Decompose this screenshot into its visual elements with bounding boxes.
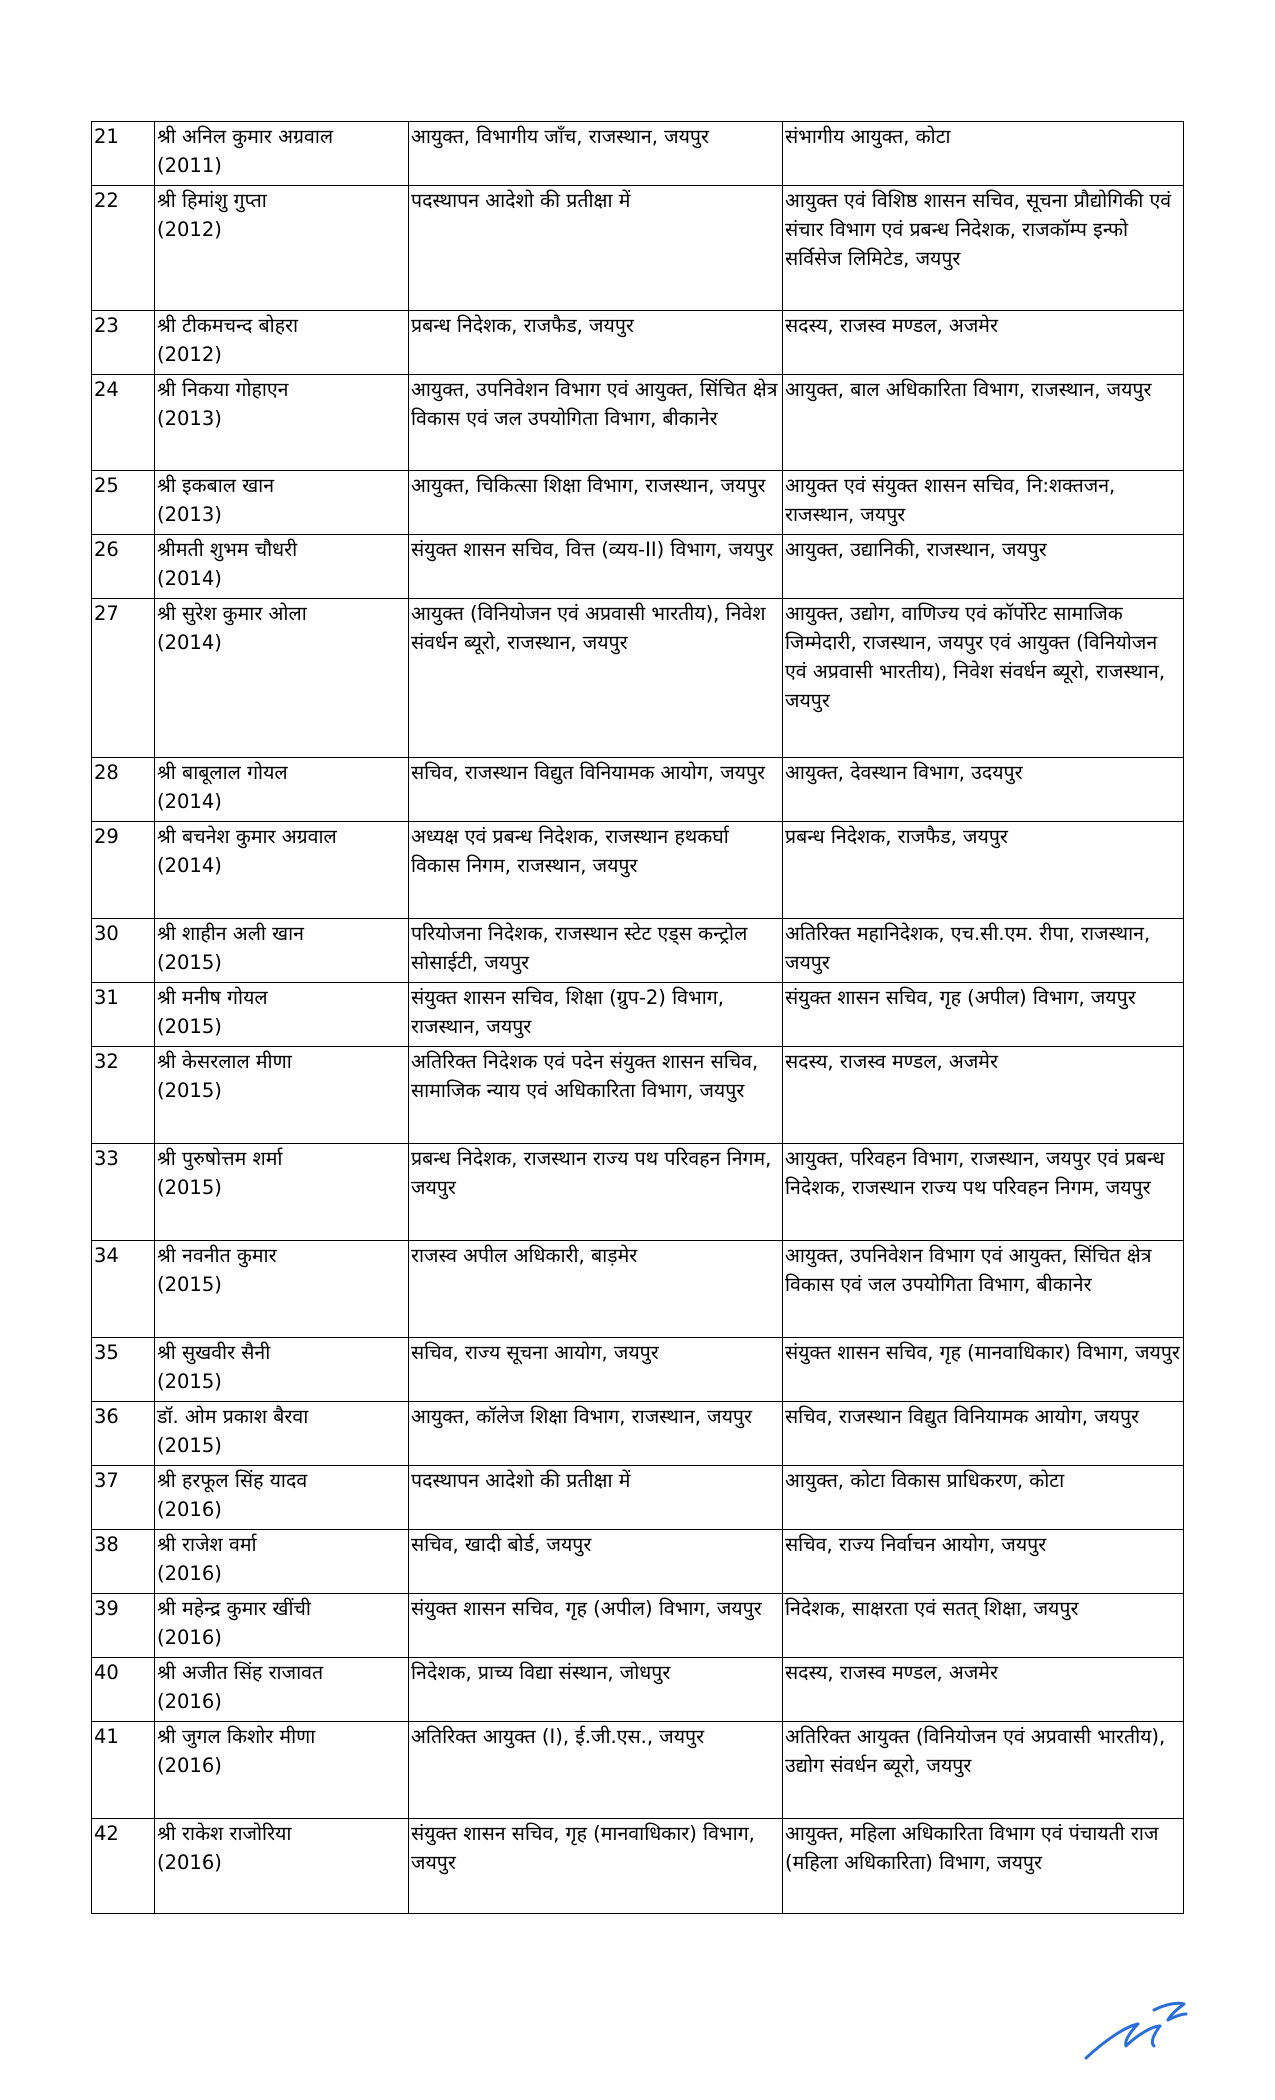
batch-year: (2013) xyxy=(157,503,222,526)
signature-mark xyxy=(1080,1996,1190,2066)
table-row xyxy=(92,122,1184,186)
serial-number-cell: 31 xyxy=(92,983,155,1047)
batch-year: (2012) xyxy=(157,218,222,241)
serial-number-cell: 34 xyxy=(92,1241,155,1338)
new-posting-cell: प्रबन्ध निदेशक, राजफैड, जयपुर xyxy=(783,822,1184,919)
signature-stroke xyxy=(1154,2003,1186,2020)
officer-name: श्री राजेश वर्मा xyxy=(157,1533,257,1556)
current-posting-cell: संयुक्त शासन सचिव, गृह (मानवाधिकार) विभाग, जयपुर xyxy=(409,1819,783,1914)
officer-cell xyxy=(155,1047,409,1144)
current-posting-cell: सचिव, खादी बोर्ड, जयपुर xyxy=(409,1530,783,1594)
current-posting-cell: प्रबन्ध निदेशक, राजफैड, जयपुर xyxy=(409,311,783,375)
batch-year: (2016) xyxy=(157,1851,222,1874)
officer-name: श्री सुरेश कुमार ओला xyxy=(157,602,307,625)
current-posting-cell: संयुक्त शासन सचिव, गृह (अपील) विभाग, जयपुर xyxy=(409,1594,783,1658)
table-row xyxy=(92,1241,1184,1338)
serial-number-cell: 23 xyxy=(92,311,155,375)
new-posting-cell: आयुक्त, कोटा विकास प्राधिकरण, कोटा xyxy=(783,1466,1184,1530)
new-posting-cell: संयुक्त शासन सचिव, गृह (मानवाधिकार) विभाग, जयपुर xyxy=(783,1338,1184,1402)
officer-name: श्री अनिल कुमार अग्रवाल xyxy=(157,125,334,148)
serial-number-cell: 27 xyxy=(92,599,155,758)
officer-cell xyxy=(155,535,409,599)
officer-cell xyxy=(155,122,409,186)
table-row xyxy=(92,471,1184,535)
batch-year: (2016) xyxy=(157,1626,222,1649)
serial-number-cell: 40 xyxy=(92,1658,155,1722)
officer-name: श्री शाहीन अली खान xyxy=(157,922,304,945)
batch-year: (2016) xyxy=(157,1754,222,1777)
serial-number-cell: 32 xyxy=(92,1047,155,1144)
serial-number-cell: 28 xyxy=(92,758,155,822)
serial-number-cell: 41 xyxy=(92,1722,155,1819)
officer-name: श्रीमती शुभम चौधरी xyxy=(157,538,298,561)
current-posting-cell: आयुक्त, कॉलेज शिक्षा विभाग, राजस्थान, जयपुर xyxy=(409,1402,783,1466)
batch-year: (2014) xyxy=(157,567,222,590)
table-row xyxy=(92,1466,1184,1530)
new-posting-cell: आयुक्त, महिला अधिकारिता विभाग एवं पंचायती राज (महिला अधिकारिता) विभाग, जयपुर xyxy=(783,1819,1184,1914)
table-row xyxy=(92,1530,1184,1594)
current-posting-cell: सचिव, राजस्थान विद्युत विनियामक आयोग, जयपुर xyxy=(409,758,783,822)
new-posting-cell: आयुक्त, उपनिवेशन विभाग एवं आयुक्त, सिंचित क्षेत्र विकास एवं जल उपयोगिता विभाग, बीकानेर xyxy=(783,1241,1184,1338)
officer-cell xyxy=(155,1819,409,1914)
table-row xyxy=(92,758,1184,822)
table-row xyxy=(92,599,1184,758)
batch-year: (2016) xyxy=(157,1498,222,1521)
new-posting-cell: सदस्य, राजस्व मण्डल, अजमेर xyxy=(783,1047,1184,1144)
officer-name: श्री बाबूलाल गोयल xyxy=(157,761,288,784)
serial-number-cell: 33 xyxy=(92,1144,155,1241)
current-posting-cell: अतिरिक्त निदेशक एवं पदेन संयुक्त शासन सचिव, सामाजिक न्याय एवं अधिकारिता विभाग, जयपुर xyxy=(409,1047,783,1144)
officer-cell xyxy=(155,311,409,375)
transfer-list-table xyxy=(91,121,1184,1914)
serial-number-cell: 39 xyxy=(92,1594,155,1658)
officer-name: श्री हरफूल सिंह यादव xyxy=(157,1469,308,1492)
officer-cell xyxy=(155,186,409,311)
table-body xyxy=(92,122,1184,1914)
officer-name: श्री राकेश राजोरिया xyxy=(157,1822,292,1845)
table-row xyxy=(92,983,1184,1047)
batch-year: (2013) xyxy=(157,407,222,430)
current-posting-cell: परियोजना निदेशक, राजस्थान स्टेट एड्स कन्ट्रोल सोसाईटी, जयपुर xyxy=(409,919,783,983)
batch-year: (2015) xyxy=(157,1015,222,1038)
officer-cell xyxy=(155,1722,409,1819)
serial-number-cell: 36 xyxy=(92,1402,155,1466)
officer-name: श्री जुगल किशोर मीणा xyxy=(157,1725,316,1748)
officer-name: श्री महेन्द्र कुमार खींची xyxy=(157,1597,311,1620)
batch-year: (2014) xyxy=(157,854,222,877)
batch-year: (2015) xyxy=(157,1079,222,1102)
batch-year: (2014) xyxy=(157,790,222,813)
batch-year: (2015) xyxy=(157,1176,222,1199)
officer-cell xyxy=(155,758,409,822)
officer-cell xyxy=(155,822,409,919)
current-posting-cell: आयुक्त, चिकित्सा शिक्षा विभाग, राजस्थान, जयपुर xyxy=(409,471,783,535)
new-posting-cell: संयुक्त शासन सचिव, गृह (अपील) विभाग, जयपुर xyxy=(783,983,1184,1047)
table-row xyxy=(92,1402,1184,1466)
officer-cell xyxy=(155,1241,409,1338)
table-row xyxy=(92,1338,1184,1402)
officer-cell xyxy=(155,919,409,983)
serial-number-cell: 26 xyxy=(92,535,155,599)
officer-cell xyxy=(155,1530,409,1594)
new-posting-cell: सचिव, राजस्थान विद्युत विनियामक आयोग, जयपुर xyxy=(783,1402,1184,1466)
table-row xyxy=(92,1047,1184,1144)
current-posting-cell: राजस्व अपील अधिकारी, बाड़मेर xyxy=(409,1241,783,1338)
table-row xyxy=(92,919,1184,983)
serial-number-cell: 42 xyxy=(92,1819,155,1914)
table-row xyxy=(92,535,1184,599)
current-posting-cell: आयुक्त, उपनिवेशन विभाग एवं आयुक्त, सिंचित क्षेत्र विकास एवं जल उपयोगिता विभाग, बीकानेर xyxy=(409,375,783,471)
current-posting-cell: संयुक्त शासन सचिव, वित्त (व्यय-II) विभाग, जयपुर xyxy=(409,535,783,599)
current-posting-cell: अध्यक्ष एवं प्रबन्ध निदेशक, राजस्थान हथकर्घा विकास निगम, राजस्थान, जयपुर xyxy=(409,822,783,919)
officer-name: श्री बचनेश कुमार अग्रवाल xyxy=(157,825,337,848)
officer-cell xyxy=(155,1144,409,1241)
current-posting-cell: अतिरिक्त आयुक्त (I), ई.जी.एस., जयपुर xyxy=(409,1722,783,1819)
new-posting-cell: आयुक्त, बाल अधिकारिता विभाग, राजस्थान, जयपुर xyxy=(783,375,1184,471)
serial-number-cell: 38 xyxy=(92,1530,155,1594)
serial-number-cell: 37 xyxy=(92,1466,155,1530)
table-row xyxy=(92,1819,1184,1914)
current-posting-cell: आयुक्त, विभागीय जाँच, राजस्थान, जयपुर xyxy=(409,122,783,186)
officer-name: श्री इकबाल खान xyxy=(157,474,275,497)
officer-name: श्री मनीष गोयल xyxy=(157,986,268,1009)
batch-year: (2016) xyxy=(157,1562,222,1585)
new-posting-cell: आयुक्त एवं संयुक्त शासन सचिव, नि:शक्तजन, राजस्थान, जयपुर xyxy=(783,471,1184,535)
serial-number-cell: 21 xyxy=(92,122,155,186)
new-posting-cell: आयुक्त, उद्यानिकी, राजस्थान, जयपुर xyxy=(783,535,1184,599)
new-posting-cell: सदस्य, राजस्व मण्डल, अजमेर xyxy=(783,311,1184,375)
officer-cell xyxy=(155,1338,409,1402)
new-posting-cell: आयुक्त, उद्योग, वाणिज्य एवं कॉर्पोरेट सामाजिक जिम्मेदारी, राजस्थान, जयपुर एवं आयुक्त (विनियोजन एवं अप्रवासी भारतीय), निवेश संवर्धन ब्यूरो, राजस्थान, जयपुर xyxy=(783,599,1184,758)
batch-year: (2015) xyxy=(157,1370,222,1393)
officer-name: श्री अजीत सिंह राजावत xyxy=(157,1661,324,1684)
officer-name: श्री नवनीत कुमार xyxy=(157,1244,277,1267)
officer-cell xyxy=(155,1658,409,1722)
new-posting-cell: सदस्य, राजस्व मण्डल, अजमेर xyxy=(783,1658,1184,1722)
table-row xyxy=(92,822,1184,919)
table-row xyxy=(92,375,1184,471)
table-row xyxy=(92,186,1184,311)
batch-year: (2016) xyxy=(157,1690,222,1713)
batch-year: (2015) xyxy=(157,1434,222,1457)
table-row xyxy=(92,1658,1184,1722)
new-posting-cell: आयुक्त, देवस्थान विभाग, उदयपुर xyxy=(783,758,1184,822)
officer-name: श्री केसरलाल मीणा xyxy=(157,1050,292,1073)
batch-year: (2011) xyxy=(157,154,222,177)
serial-number-cell: 35 xyxy=(92,1338,155,1402)
officer-cell xyxy=(155,375,409,471)
officer-name: श्री टीकमचन्द बोहरा xyxy=(157,314,299,337)
officer-cell xyxy=(155,1402,409,1466)
current-posting-cell: संयुक्त शासन सचिव, शिक्षा (ग्रुप-2) विभाग, राजस्थान, जयपुर xyxy=(409,983,783,1047)
officer-cell xyxy=(155,599,409,758)
new-posting-cell: अतिरिक्त महानिदेशक, एच.सी.एम. रीपा, राजस्थान, जयपुर xyxy=(783,919,1184,983)
officer-cell xyxy=(155,1594,409,1658)
new-posting-cell: आयुक्त एवं विशिष्ठ शासन सचिव, सूचना प्रौद्योगिकी एवं संचार विभाग एवं प्रबन्ध निदेशक, राजकॉम्प इन्फो सर्विसेज लिमिटेड, जयपुर xyxy=(783,186,1184,311)
serial-number-cell: 24 xyxy=(92,375,155,471)
officer-name: श्री पुरुषोत्तम शर्मा xyxy=(157,1147,283,1170)
officer-cell xyxy=(155,1466,409,1530)
table-row xyxy=(92,311,1184,375)
new-posting-cell: सचिव, राज्य निर्वाचन आयोग, जयपुर xyxy=(783,1530,1184,1594)
table-row xyxy=(92,1722,1184,1819)
officer-name: डॉ. ओम प्रकाश बैरवा xyxy=(157,1405,309,1428)
current-posting-cell: पदस्थापन आदेशो की प्रतीक्षा में xyxy=(409,1466,783,1530)
officer-cell xyxy=(155,471,409,535)
batch-year: (2015) xyxy=(157,951,222,974)
batch-year: (2012) xyxy=(157,343,222,366)
officer-name: श्री निकया गोहाएन xyxy=(157,378,289,401)
officer-name: श्री सुखवीर सैनी xyxy=(157,1341,271,1364)
serial-number-cell: 29 xyxy=(92,822,155,919)
current-posting-cell: निदेशक, प्राच्य विद्या संस्थान, जोधपुर xyxy=(409,1658,783,1722)
current-posting-cell: सचिव, राज्य सूचना आयोग, जयपुर xyxy=(409,1338,783,1402)
officer-name: श्री हिमांशु गुप्ता xyxy=(157,189,267,212)
batch-year: (2015) xyxy=(157,1273,222,1296)
new-posting-cell: आयुक्त, परिवहन विभाग, राजस्थान, जयपुर एवं प्रबन्ध निदेशक, राजस्थान राज्य पथ परिवहन निगम, जयपुर xyxy=(783,1144,1184,1241)
officer-cell xyxy=(155,983,409,1047)
new-posting-cell: निदेशक, साक्षरता एवं सतत् शिक्षा, जयपुर xyxy=(783,1594,1184,1658)
table-row xyxy=(92,1594,1184,1658)
serial-number-cell: 22 xyxy=(92,186,155,311)
current-posting-cell: पदस्थापन आदेशो की प्रतीक्षा में xyxy=(409,186,783,311)
new-posting-cell: संभागीय आयुक्त, कोटा xyxy=(783,122,1184,186)
table-row xyxy=(92,1144,1184,1241)
new-posting-cell: अतिरिक्त आयुक्त (विनियोजन एवं अप्रवासी भारतीय), उद्योग संवर्धन ब्यूरो, जयपुर xyxy=(783,1722,1184,1819)
current-posting-cell: आयुक्त (विनियोजन एवं अप्रवासी भारतीय), निवेश संवर्धन ब्यूरो, राजस्थान, जयपुर xyxy=(409,599,783,758)
serial-number-cell: 30 xyxy=(92,919,155,983)
current-posting-cell: प्रबन्ध निदेशक, राजस्थान राज्य पथ परिवहन निगम, जयपुर xyxy=(409,1144,783,1241)
serial-number-cell: 25 xyxy=(92,471,155,535)
batch-year: (2014) xyxy=(157,631,222,654)
signature-stroke xyxy=(1086,2024,1160,2058)
